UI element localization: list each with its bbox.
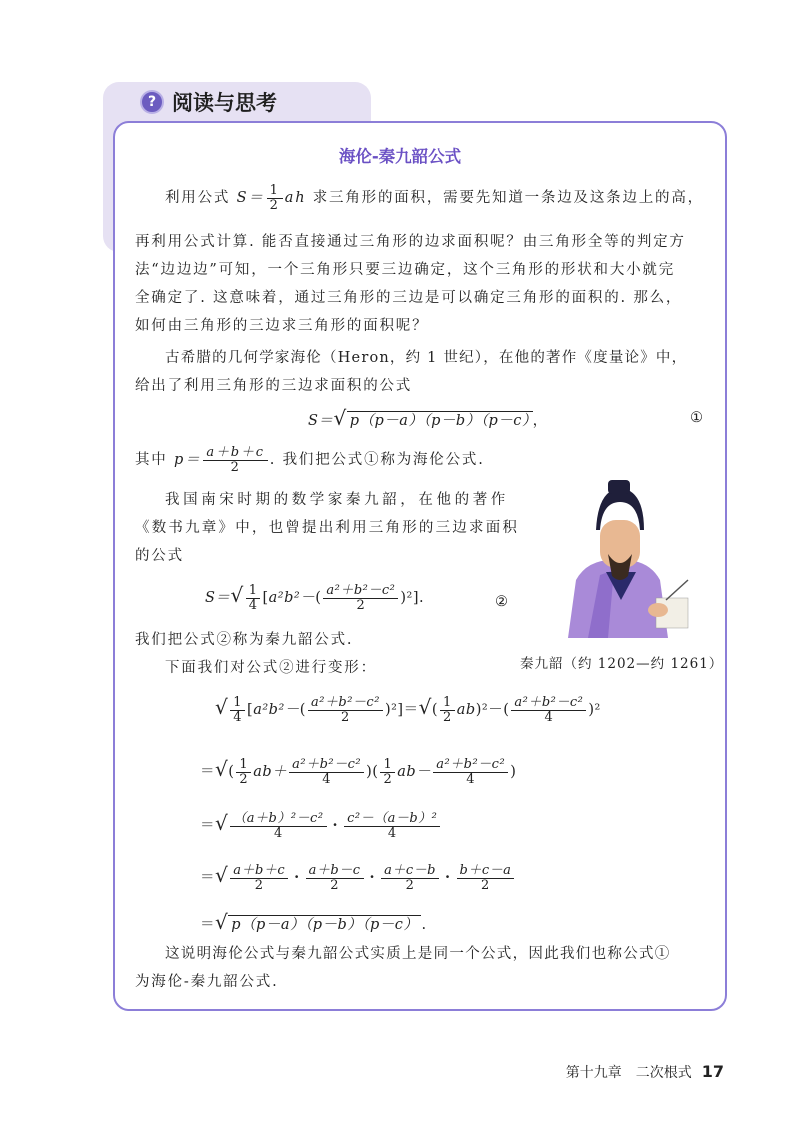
page-number: 17 xyxy=(701,1062,724,1081)
p4-line3: 的公式 xyxy=(135,548,184,564)
formula-tag-2: ② xyxy=(495,594,510,610)
p1-line5: 如何由三角形的三边求三角形的面积呢？ xyxy=(135,318,429,334)
p2-line2: 给出了利用三角形的三边求面积的公式 xyxy=(135,378,413,394)
p1-line1: 利用公式 S＝ $\frac{1}{2}$ ah 求三角形的面积，需要先知道一条边及这条边上的高， xyxy=(165,183,704,213)
p6-line2: 为海伦-秦九韶公式. xyxy=(135,974,279,990)
p6-line1: 这说明海伦公式与秦九韶公式实质上是同一个公式，因此我们也称公式① xyxy=(165,946,671,962)
p1-line2: 再利用公式计算. 能否直接通过三角形的边求面积呢？由三角形全等的判定方 xyxy=(135,234,686,250)
p3-line: 其中 p＝ $\frac{a+b+c}{2}$ . 我们把公式①称为海伦公式. xyxy=(135,445,485,475)
formula-tag-1: ① xyxy=(690,410,705,426)
portrait-caption: 秦九韶（约 1202—约 1261） xyxy=(520,656,724,672)
section-header xyxy=(140,88,277,116)
p1-line3: 法“边边边”可知，一个三角形只要三边确定，这个三角形的形状和大小就完 xyxy=(135,262,676,278)
p2-line1: 古希腊的几何学家海伦（Heron，约 1 世纪），在他的著作《度量论》中， xyxy=(165,350,688,366)
reading-icon: ? xyxy=(140,90,164,114)
p5-line1: 我们把公式②称为秦九韶公式. xyxy=(135,632,354,648)
page-footer xyxy=(566,1062,724,1082)
heron-formula: S＝√ p（p－a）（p－b）（p－c） ， xyxy=(308,406,548,430)
chapter-label: 第十九章 二次根式 xyxy=(565,1065,692,1081)
p1-line4: 全确定了. 这意味着，通过三角形的三边是可以确定三角形的面积的. 那么， xyxy=(135,290,683,306)
derivation-row-3: ＝√ $\frac{\text{（a＋b）²－c²}}{4}$ · $\frac{\text{c²－（a－b）²}}{4}$ xyxy=(200,812,442,840)
qin-formula: S＝√ $\frac{1}{4}$ [a²b²－( $\frac{\text{a²＋b²－c²}}{2}$ )²]. xyxy=(205,583,425,613)
p4-line1: 我国南宋时期的数学家秦九韶，在他的著作 xyxy=(165,492,509,508)
qin-jiushao-portrait xyxy=(548,480,694,638)
section-label: 阅读与思考 xyxy=(172,91,277,115)
p5-line2: 下面我们对公式②进行变形： xyxy=(165,660,377,676)
derivation-row-1: √ $\frac{1}{4}$ [a²b²－( $\frac{\text{a²＋b²－c²}}{2}$ )²]＝√( $\frac{1}{2}$ ab)²－( $\frac{\text{a²＋b²－c²}}{4}$ )² xyxy=(215,695,601,725)
page-title: 海伦-秦九韶公式 xyxy=(338,147,462,166)
derivation-row-2: ＝√( $\frac{1}{2}$ ab＋ $\frac{\text{a²＋b²－c²}}{4}$ )( $\frac{1}{2}$ ab－ $\frac{\text{a²＋b²－c²}}{4}$ ) xyxy=(200,757,517,787)
p4-line2: 《数书九章》中，也曾提出利用三角形的三边求面积 xyxy=(135,520,520,536)
derivation-row-5: ＝√ p（p－a）（p－b）（p－c） . xyxy=(200,910,427,934)
derivation-row-4: ＝√ $\frac{a+b+c}{2}$ · $\frac{a+b-c}{2}$ · $\frac{a+c-b}{2}$ · $\frac{b+c-a}{2}$ xyxy=(200,864,516,892)
